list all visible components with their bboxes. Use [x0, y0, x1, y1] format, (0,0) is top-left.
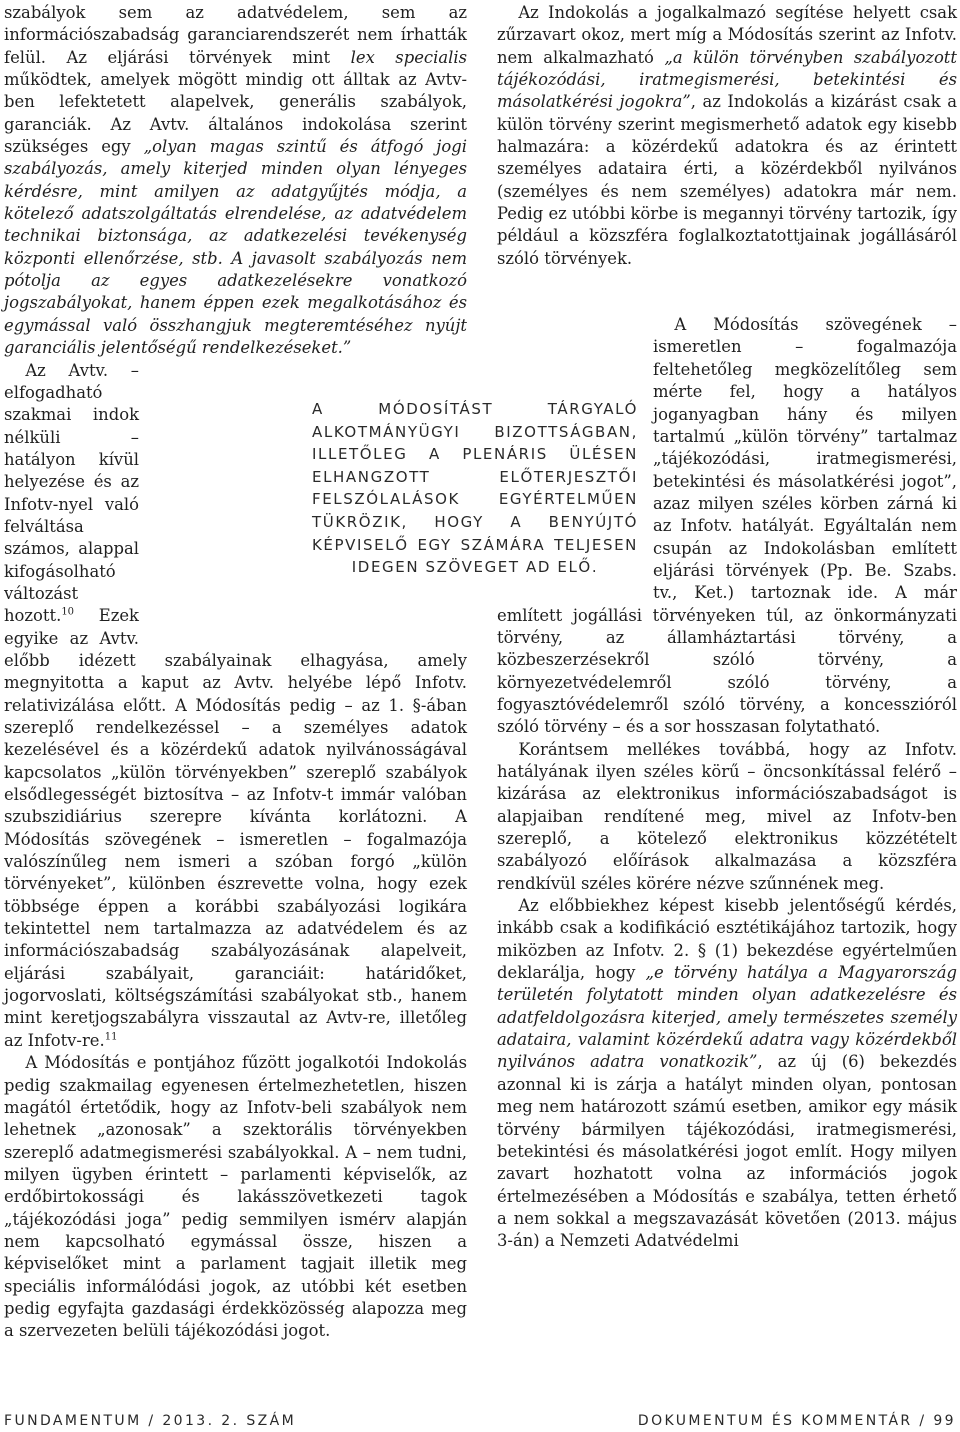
- footer-journal-issue: FUNDAMENTUM / 2013. 2. SZÁM: [4, 1413, 297, 1429]
- left-column: [4, 2, 467, 1343]
- right-paragraph-4: Az előbbiekhez képest kisebb jelentőségű kérdés, inkább csak a kodifikáció esztétikájához tartozik, hogy miközben az Infotv. 2. § (1) bekezdése egyértelműen deklarálja, hogy „e törvény hatálya a Magyarország területén folytatott minden olyan adatkezelésre és adatfeldolgozásra kiterjed, amely természetes személy adataira, valamint közérdekű adatra vagy közérdekből nyilvános adatra vonatkozik”, az új (6) bekezdés azonnal ki is zárja a hatályt minden olyan, pontosan meg nem határozott számú esetben, amikor egy másik törvény bármilyen tájékozódási, iratmegismerési, betekintési és másolatkérési jogot említ. Hogy milyen zavart hozhatott volna az információs jogok értelmezésében a Módosítás e szabálya, tetten érhető a nem sokkal a megszavazását követően (2013. május 3-án) a Nemzeti Adatvédelmi: [497, 896, 957, 1251]
- footnote-ref-11[interactable]: 11: [104, 1031, 118, 1043]
- right-paragraph-3: Korántsem mellékes továbbá, hogy az Infotv. hatályának ilyen széles körű – öncsonkítással felérő – kizárása az elektronikus információszabadságot is alapjaiban rendítené meg, mivel az Infotv-ben szereplő, a kötelező elektronikus közzétételt szabályozó előírások alkalmazása a közszféra rendkívül széles körére nézve szűnnének meg.: [497, 739, 957, 893]
- amendment-quote: „a külön törvényben szabályozott tájékozódási, iratmegismerési, betekintési és másolatkérési jogokra”: [497, 47, 957, 112]
- left-paragraph-3: A Módosítás e pontjához fűzött jogalkotói Indokolás pedig szakmailag egyenesen értelmezhetetlen, hiszen magától értetődik, hogy az Infotv-beli szabályok nem lehetnek „azonosak” a szektorális törvényekben szereplő adatmegismerési szabályokkal. A – nem tudni, milyen ügyben érintett – parlamenti képviselők, az erdőbirtokossági és lakásszövetkezeti tagok „tájékozódási joga” pedig semmilyen ismérv alapján nem kapcsolható egymással össze, hiszen a képviselőket mint a parlament tagjait illetik meg speciális informálódási jogok, az utóbbi két esetben pedig egyfajta gazdasági érdekközösség alapozza meg a szervezeten belüli tájékozódási jogot.: [4, 1053, 467, 1341]
- right-paragraph-1: Az Indokolás a jogalkalmazó segítése helyett csak zűrzavart okoz, mert míg a Módosítás szerint az Infotv. nem alkalmazható „a külön törvényben szabályozott tájékozódási, iratmegismerési, betekintési és másolatkérési jogokra”, az Indokolás a kizárást csak a külön törvény szerint megismerhető adatok egy kisebb halmazára: a közérdekű adatokra és az érintett személyes adataira érti, a közérdekből nyilvános (személyes és nem személyes) adatokra már nem. Pedig ez utóbbi körbe is megannyi törvény tartozik, így például a közszféra foglalkoztatottjainak jogállásáról szóló törvények.: [497, 3, 957, 268]
- right-paragraph-2: A Módosítás szövegének – ismeretlen – fogalmazója feltehetőleg megközelítőleg sem mérte fel, hogy a hatályos joganyagban hány és milyen tartalmú „külön törvény” tartalmaz „tájékozódási, iratmegismerési, betekintési és másolatkérési jogot”, azaz milyen széles körben zárná ki az Infotv. hatályát. Egyáltalán nem csupán az Indokolásban említett eljárási törvények (Pp. Be. Szabs. tv., Ket.) tartoznak ide. A már említett jogállási törvényeken túl, az önkormányzati törvény, az államháztartási törvény, a közbeszerzésekről szóló törvény, a környezetvédelemről szóló törvény, a fogyasztóvédelemről szóló törvény, a koncesszióról szóló törvény – és a sor hosszasan folytatható.: [497, 315, 957, 737]
- right-column: [497, 2, 957, 1253]
- pull-quote: A MÓDOSÍTÁST TÁRGYALÓ ALKOTMÁNYÜGYI BIZOTTSÁGBAN, ILLETŐLEG A PLENÁRIS ÜLÉSEN ELHANGZOTT ELŐTERJESZTŐI FELSZÓLALÁSOK EGYÉRTELMŰEN TÜKRÖZIK, HOGY A BENYÚJTÓ KÉPVISELŐ EGY SZÁMÁRA TELJESEN IDEGEN SZÖVEGET AD ELŐ.: [312, 400, 638, 577]
- avtv-justification-quote: „olyan magas szintű és átfogó jogi szabályozás, amely kiterjed minden olyan lényeges kérdésre, mint amilyen az adatgyűjtés módja, a kötelező adatszolgáltatás elrendelése, az adatvédelem technikai biztonsága, az adatkezelési tevékenység központi ellenőrzése, stb. A javasolt szabályozás nem pótolja az egyes adatkezelésekre vonatkozó jogszabályokat, hanem éppen ezek megalkotásához és egymással való összhangjuk megteremtéséhez nyújt garanciális jelentőségű rendelkezéseket.”: [4, 137, 467, 358]
- footer-section-page: DOKUMENTUM ÉS KOMMENTÁR / 99: [637, 1413, 956, 1429]
- left-paragraph-1: szabályok sem az adatvédelem, sem az információszabadság garanciarendszerét nem írhatták felül. Az eljárási törvények mint lex specialis működtek, amelyek mögött mindig ott álltak az Avtv-ben lefektetett alapelvek, generális szabályok, garanciák. Az Avtv. általános indokolása szerint szükséges egy „olyan magas szintű és átfogó jogi szabályozás, amely kiterjed minden olyan lényeges kérdésre, mint amilyen az adatgyűjtés módja, a kötelező adatszolgáltatás elrendelése, az adatvédelem technikai biztonsága, az adatkezelési tevékenység központi ellenőrzése, stb. A javasolt szabályozás nem pótolja az egyes adatkezelésekre vonatkozó jogszabályokat, hanem éppen ezek megalkotásához és egymással való összhangjuk megteremtéséhez nyújt garanciális jelentőségű rendelkezéseket.”: [4, 3, 467, 358]
- footnote-ref-10[interactable]: 10: [61, 606, 75, 618]
- infotv-scope-quote: „e törvény hatálya a Magyarország területén folytatott minden olyan adatkezelésre és adatfeldolgozásra kiterjed, amely természetes személy adataira, valamint közérdekű adatra vagy közérdekből nyilvános adatra vonatkozik”: [497, 963, 957, 1072]
- left-paragraph-2: Az Avtv. – elfogadható szakmai indok nélküli – hatályon kívül helyezése és az Infotv-nyel való felváltása számos, alappal kifogásolható változást hozott.$^{10}$ Ezek egyike az Avtv. előbb idézett szabályainak elhagyása, amely megnyitotta a kaput az Avtv. helyébe lépő Infotv. relativizálása előtt. A Módosítás pedig – az 1. §-ában szereplő rendelkezéssel – a személyes adatok kezelésével és a közérdekű adatok nyilvánosságával kapcsolatos „külön törvényekben” szereplő szabályok elsődlegességét biztosítva – az Infotv-t immár valóban szubszidiárius szerepre kívánta korlátozni. A Módosítás szövegének – ismeretlen – fogalmazója valószínűleg nem ismeri a szóban forgó „külön törvényeket”, különben észrevette volna, hogy ezek többsége éppen a korábbi szabályozási logikára tekintettel nem tartalmazza az adatvédelem és az információszabadság szabályozásának alapelveit, eljárási szabályait, garanciáit: határidőket, jogorvoslati, költségszámítási szabályokat stb., hanem mint keretjogszabályra visszautal az Avtv-re, illetőleg az Infotv-re.$^{11}$: [4, 360, 467, 1050]
- right-spacer: [497, 270, 957, 314]
- lex-specialis-term: lex specialis: [350, 47, 467, 67]
